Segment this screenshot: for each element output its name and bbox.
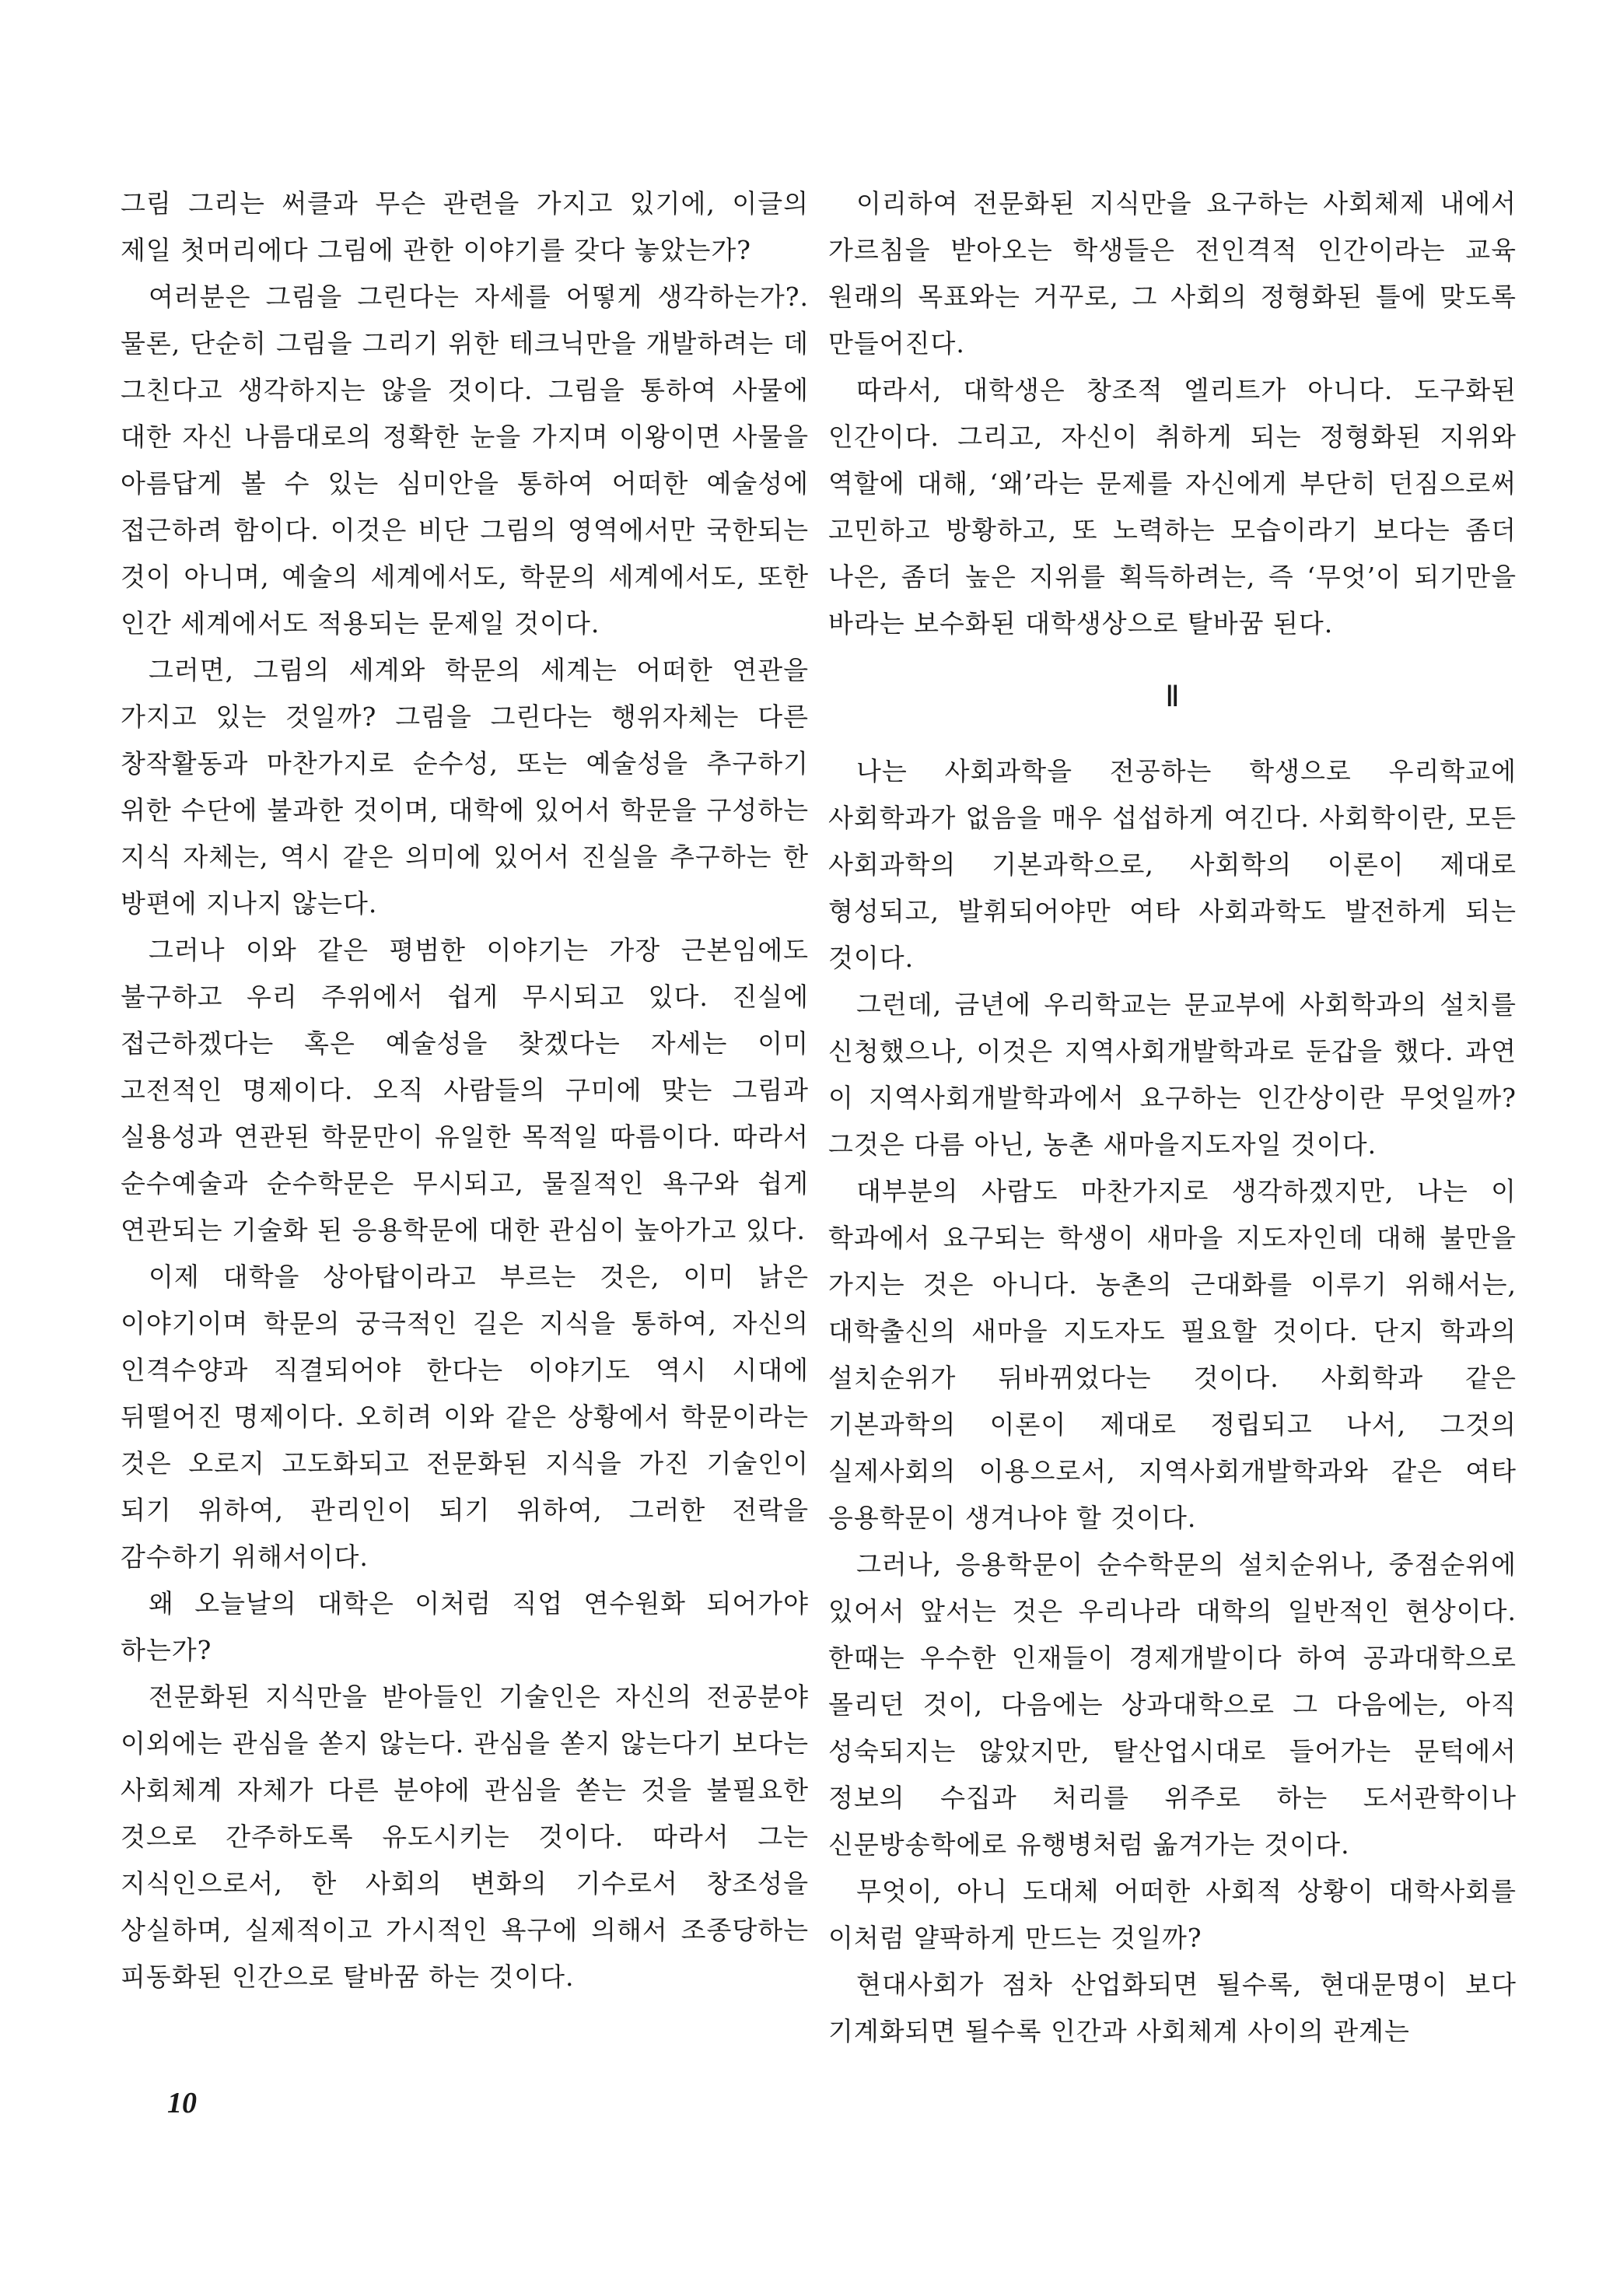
paragraph: 이리하여 전문화된 지식만을 요구하는 사회체제 내에서 가르침을 받아오는 학생들은 전인격적 인간이라는 교육 원래의 목표와는 거꾸로, 그 사회의 정형화된 틀에 맞도록 만들어진다. <box>828 188 1517 359</box>
paragraph: 무엇이, 아니 도대체 어떠한 사회적 상황이 대학사회를 이처럼 얄팍하게 만드는 것일까? <box>828 1876 1517 1953</box>
paragraph: 왜 오늘날의 대학은 이처럼 직업 연수원화 되어가야 하는가? <box>121 1588 809 1665</box>
paragraph: 여러분은 그림을 그린다는 자세를 어떻게 생각하는가?. 물론, 단순히 그림을 그리기 위한 테크닉만을 개발하려는 데 그친다고 생각하지는 않을 것이다. 그림을 통하여 사물에 대한 자신 나름대로의 정확한 눈을 가지며 이왕이면 사물을 아름답게 볼 수 있는 심미안을 통하여 어떠한 예술성에 접근하려 함이다. 이것은 비단 그림의 영역에서만 국한되는 것이 아니며, 예술의 세계에서도, 학문의 세계에서도, 또한 인간 세계에서도 적용되는 문제일 것이다. <box>121 282 810 639</box>
paragraph: 현대사회가 점차 산업화되면 될수록, 현대문명이 보다 기계화되면 될수록 인간과 사회체계 사이의 관계는 <box>828 1969 1517 2046</box>
paragraph: 그런데, 금년에 우리학교는 문교부에 사회학과의 설치를 신청했으나, 이것은 지역사회개발학과로 둔갑을 했다. 과연 이 지역사회개발학과에서 요구하는 인간상이란 무엇일까? 그것은 다름 아닌, 농촌 새마을지도자일 것이다. <box>828 989 1517 1160</box>
paragraph: 나는 사회과학을 전공하는 학생으로 우리학교에 사회학과가 없음을 매우 섭섭하게 여긴다. 사회학이란, 모든 사회과학의 기본과학으로, 사회학의 이론이 제대로 형성되고, 발휘되어야만 여타 사회과학도 발전하게 되는 것이다. <box>828 756 1517 973</box>
paragraph: 그러나 이와 같은 평범한 이야기는 가장 근본임에도 불구하고 우리 주위에서 쉽게 무시되고 있다. 진실에 접근하겠다는 혹은 예술성을 찾겠다는 자세는 이미 고전적인 명제이다. 오직 사람들의 구미에 맞는 그림과 실용성과 연관된 학문만이 유일한 목적일 따름이다. 따라서 순수예술과 순수학문은 무시되고, 물질적인 욕구와 쉽게 연관되는 기술화 된 응용학문에 대한 관심이 높아가고 있다. <box>121 935 809 1245</box>
section-heading: Ⅱ <box>1165 681 1180 713</box>
paragraph: 따라서, 대학생은 창조적 엘리트가 아니다. 도구화된 인간이다. 그리고, 자신이 취하게 되는 정형화된 지위와 역할에 대해, ‘왜’라는 문제를 자신에게 부단히 던짐으로써 고민하고 방황하고, 또 노력하는 모습이라기 보다는 좀더 나은, 좀더 높은 지위를 획득하려는, 즉 ‘무엇’이 되기만을 바라는 보수화된 대학생상으로 탈바꿈 된다. <box>828 375 1517 639</box>
paragraph: 그림 그리는 써클과 무슨 관련을 가지고 있기에, 이글의 제일 첫머리에다 그림에 관한 이야기를 갖다 놓았는가? <box>121 188 809 265</box>
right-column <box>828 180 1517 2055</box>
paragraph: 전문화된 지식만을 받아들인 기술인은 자신의 전공분야 이외에는 관심을 쏟지 않는다. 관심을 쏟지 않는다기 보다는 사회체계 자체가 다른 분야에 관심을 쏟는 것을 불필요한 것으로 간주하도록 유도시키는 것이다. 따라서 그는 지식인으로서, 한 사회의 변화의 기수로서 창조성을 상실하며, 실제적이고 가시적인 욕구에 의해서 조종당하는 피동화된 인간으로 탈바꿈 하는 것이다. <box>121 1682 809 1992</box>
paragraph: 그러나, 응용학문이 순수학문의 설치순위나, 중점순위에 있어서 앞서는 것은 우리나라 대학의 일반적인 현상이다. 한때는 우수한 인재들이 경제개발이다 하여 공과대학으로 몰리던 것이, 다음에는 상과대학으로 그 다음에는, 아직 성숙되지는 않았지만, 탈산업시대로 들어가는 문턱에서 정보의 수집과 처리를 위주로 하는 도서관학이나 신문방송학에로 유행병처럼 옮겨가는 것이다. <box>828 1549 1517 1860</box>
paragraph: 이제 대학을 상아탑이라고 부르는 것은, 이미 낡은 이야기이며 학문의 궁극적인 길은 지식을 통하여, 자신의 인격수양과 직결되어야 한다는 이야기도 역시 시대에 뒤떨어진 명제이다. 오히려 이와 같은 상황에서 학문이라는 것은 오로지 고도화되고 전문화된 지식을 가진 기술인이 되기 위하여, 관리인이 되기 위하여, 그러한 전락을 감수하기 위해서이다. <box>121 1262 809 1572</box>
page-number: 10 <box>167 2087 197 2119</box>
paragraph: 대부분의 사람도 마찬가지로 생각하겠지만, 나는 이 학과에서 요구되는 학생이 새마을 지도자인데 대해 불만을 가지는 것은 아니다. 농촌의 근대화를 이루기 위해서는, 대학출신의 새마을 지도자도 필요할 것이다. 단지 학과의 설치순위가 뒤바뀌었다는 것이다. 사회학과 같은 기본과학의 이론이 제대로 정립되고 나서, 그것의 실제사회의 이용으로서, 지역사회개발학과와 같은 여타 응용학문이 생겨나야 할 것이다. <box>828 1176 1517 1533</box>
left-column <box>121 180 809 2000</box>
paragraph: 그러면, 그림의 세계와 학문의 세계는 어떠한 연관을 가지고 있는 것일까? 그림을 그린다는 행위자체는 다른 창작활동과 마찬가지로 순수성, 또는 예술성을 추구하기 위한 수단에 불과한 것이며, 대학에 있어서 학문을 구성하는 지식 자체는, 역시 같은 의미에 있어서 진실을 추구하는 한 방편에 지나지 않는다. <box>121 655 809 919</box>
